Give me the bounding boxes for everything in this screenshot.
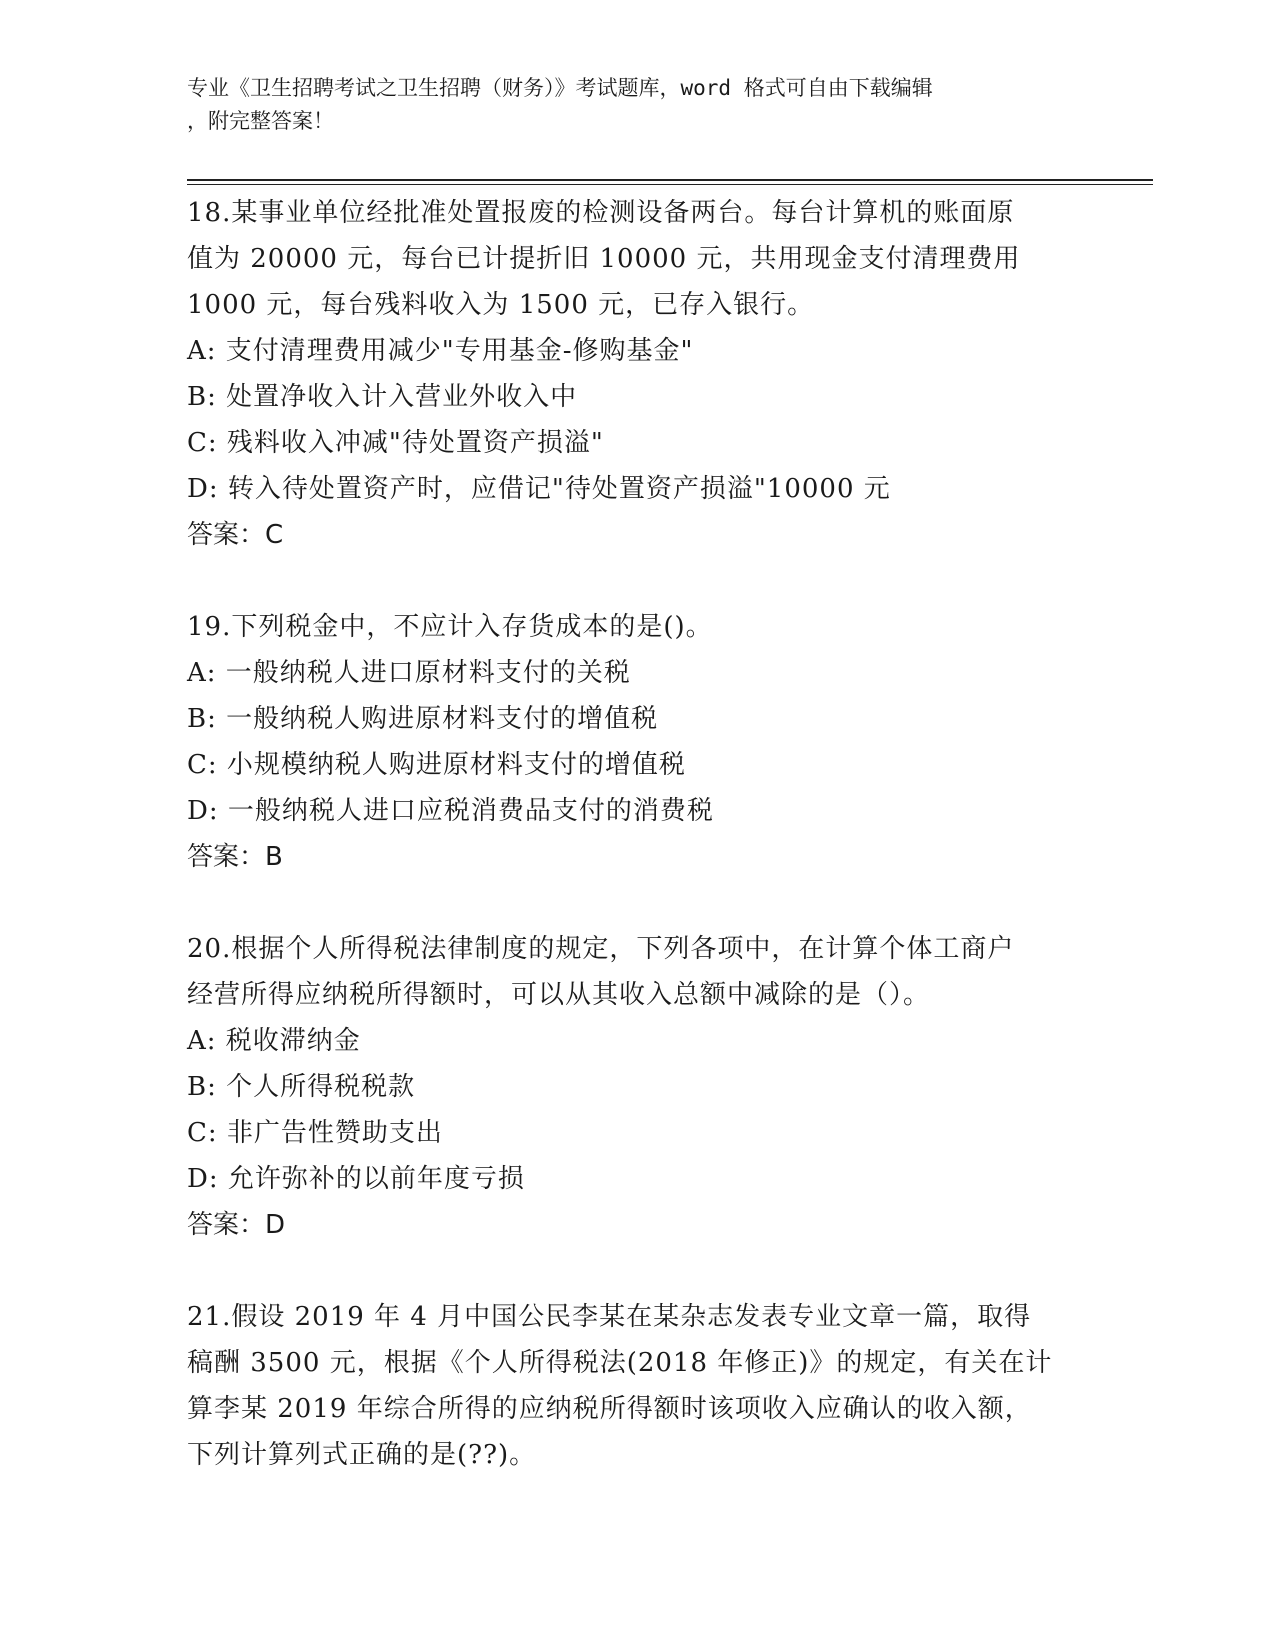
question-stem-line: 算李某 2019 年综合所得的应纳税所得额时该项收入应确认的收入额， [187,1394,1032,1424]
header-line-2: ，附完整答案！ [187,109,334,133]
option-c: C: 小规模纳税人购进原材料支付的增值税 [187,750,686,780]
question-stem-line: 值为 20000 元，每台已计提折旧 10000 元，共用现金支付清理费用 [187,244,1021,274]
question-18 [187,190,1087,558]
header-rule-thick [187,179,1153,181]
option-b: B: 处置净收入计入营业外收入中 [187,382,578,412]
header-rule-thin [187,184,1153,185]
question-stem-line: 21.假设 2019 年 4 月中国公民李某在某杂志发表专业文章一篇，取得 [187,1302,1032,1332]
question-stem-line: 经营所得应纳税所得额时，可以从其收入总额中减除的是（）。 [187,980,931,1010]
question-stem-line: 20.根据个人所得税法律制度的规定，下列各项中，在计算个体工商户 [187,934,1015,964]
option-a: A: 税收滞纳金 [187,1026,361,1056]
option-d: D: 一般纳税人进口应税消费品支付的消费税 [187,796,714,826]
question-19 [187,604,1087,880]
option-b: B: 一般纳税人购进原材料支付的增值税 [187,704,659,734]
option-c: C: 残料收入冲减"待处置资产损溢" [187,428,604,458]
question-stem-line: 1000 元，每台残料收入为 1500 元，已存入银行。 [187,290,815,320]
header-line-1: 专业《卫生招聘考试之卫生招聘（财务）》考试题库，word 格式可自由下载编辑 [187,76,933,100]
answer: 答案：C [187,520,284,550]
option-d: D: 允许弥补的以前年度亏损 [187,1164,525,1194]
question-stem-line: 下列计算列式正确的是(??)。 [187,1440,537,1470]
answer: 答案：B [187,842,283,872]
document-header [187,72,1087,138]
option-b: B: 个人所得税税款 [187,1072,416,1102]
question-stem-line: 19.下列税金中，不应计入存货成本的是()。 [187,612,713,642]
answer: 答案：D [187,1210,286,1240]
question-21 [187,1294,1087,1478]
question-list [187,190,1087,1524]
question-stem-line: 稿酬 3500 元，根据《个人所得税法(2018 年修正)》的规定，有关在计 [187,1348,1053,1378]
option-c: C: 非广告性赞助支出 [187,1118,443,1148]
option-a: A: 支付清理费用减少"专用基金-修购基金" [187,336,694,366]
question-stem-line: 18.某事业单位经批准处置报废的检测设备两台。每台计算机的账面原 [187,198,1015,228]
option-a: A: 一般纳税人进口原材料支付的关税 [187,658,631,688]
option-d: D: 转入待处置资产时，应借记"待处置资产损溢"10000 元 [187,474,891,504]
question-20 [187,926,1087,1248]
